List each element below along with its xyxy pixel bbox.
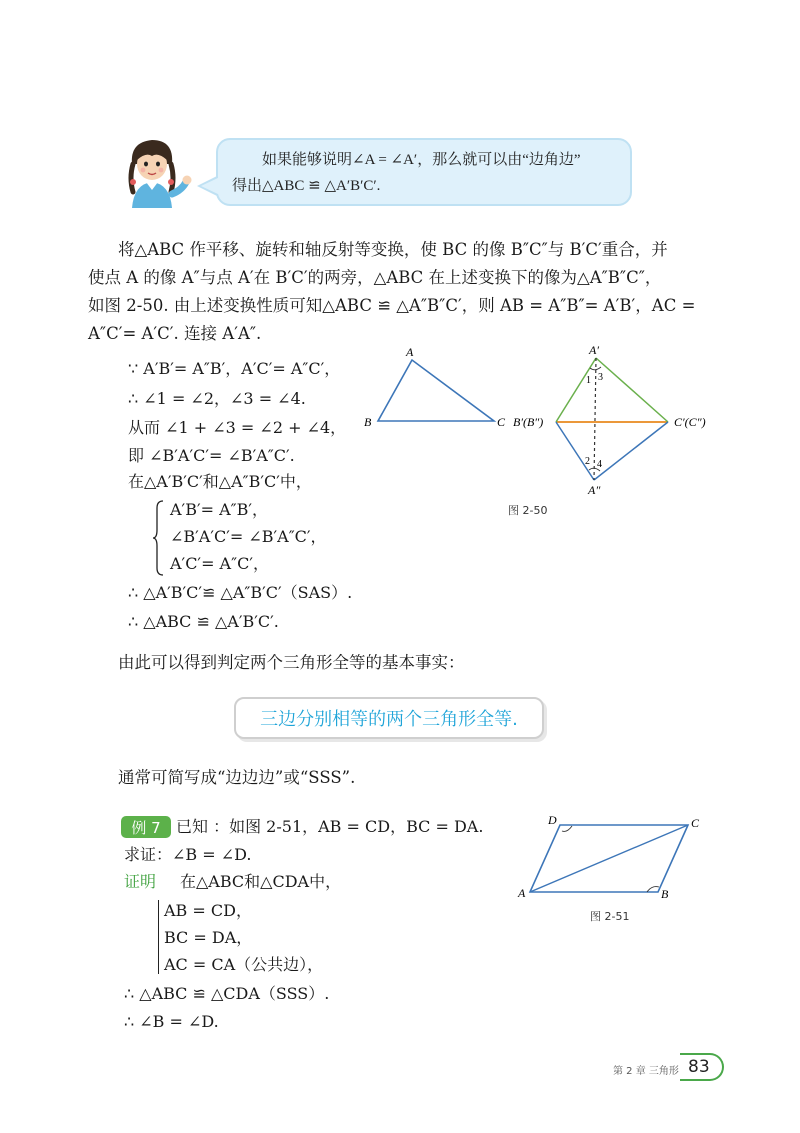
girl-illustration [118, 134, 198, 208]
example-proof-label: 证明 [124, 872, 157, 891]
example-conclusion-2: ∴ ∠B = ∠D. [124, 1012, 219, 1031]
fig50-label-c: C [497, 415, 506, 429]
page-number: 83 [688, 1057, 710, 1077]
fig50-label-ap: A′ [589, 343, 599, 357]
fig50-label-bp: B′(B″) [513, 415, 544, 429]
segment-ac-bottom [594, 422, 668, 480]
example-badge: 例 7 [121, 816, 171, 838]
fig50-label-cp: C′(C″) [674, 415, 706, 429]
fig51-label-a: A [518, 886, 526, 900]
proof1-step-7: ∴ △ABC ≌ △A′B′C′. [128, 612, 279, 631]
fig50-label-app: A″ [588, 483, 601, 497]
segment-aa-dashed [594, 358, 596, 480]
fig50-label-b: B [364, 415, 372, 429]
angle-d-arc [562, 826, 572, 831]
bubble-line-2: 得出△ABC ≌ △A′B′C′. [232, 178, 381, 194]
proof1-step-4: 即 ∠B′A′C′= ∠B′A″C′. [128, 446, 295, 465]
example-brace [158, 900, 160, 974]
example-given: 已知 ：如图 2-51，AB = CD，BC = DA. [176, 817, 484, 836]
proof1-step-3: 从而 ∠1 + ∠3 = ∠2 + ∠4， [128, 418, 347, 437]
intro-line-2: 使点 A 的像 A″与点 A′在 B′C′的两旁，△ABC 在上述变换下的像为△A″B″C″， [88, 268, 662, 287]
segment-ab-bottom [556, 422, 594, 480]
conclusion-short: 通常可简写成“边边边”或“SSS”. [118, 768, 356, 787]
fig51-label-d: D [548, 813, 557, 827]
fig50-label-2: 2 [585, 456, 590, 467]
fact-text: 三边分别相等的两个三角形全等. [260, 709, 518, 730]
intro-line-1: 将△ABC 作平移、旋转和轴反射等变换，使 BC 的像 B″C″与 B′C′重合，并 [118, 240, 668, 259]
proof1-brace [152, 500, 166, 576]
proof1-step-1: ∵ A′B′= A″B′，A′C′= A″C′， [128, 359, 341, 378]
proof1-brace-2: ∠B′A′C′= ∠B′A″C′， [170, 527, 327, 546]
proof1-step-6: ∴ △A′B′C′≌ △A″B′C′（SAS）. [128, 583, 353, 602]
fig51-label-b: B [661, 887, 669, 901]
fig50-caption: 图 2-50 [508, 504, 548, 517]
example-brace-3: AC = CA（公共边）， [164, 955, 324, 974]
angle-b-arc [647, 887, 659, 892]
diagonal-ac [530, 825, 688, 892]
example-prove: 求证：∠B = ∠D. [124, 845, 252, 864]
example-conclusion-1: ∴ △ABC ≌ △CDA（SSS）. [124, 984, 330, 1003]
fig50-label-1: 1 [586, 375, 591, 386]
example-brace-1: AB = CD， [164, 901, 252, 920]
bubble-line-1: 如果能够说明∠A = ∠A′，那么就可以由“边角边” [262, 152, 581, 168]
intro-line-3: 如图 2-50. 由上述变换性质可知△ABC ≌ △A″B″C′，则 AB = A″B″= A′B′，AC = [88, 296, 696, 315]
proof1-step-5: 在△A′B′C′和△A″B′C′中， [128, 472, 312, 491]
intro-line-4: A″C′= A′C′. 连接 A′A″. [88, 324, 262, 343]
triangle-abc [378, 360, 494, 421]
fact-box [234, 697, 544, 739]
example-brace-2: BC = DA， [164, 928, 253, 947]
proof1-brace-3: A′C′= A″C′， [170, 554, 269, 573]
fig50-label-4: 4 [597, 459, 602, 470]
figure-2-51 [510, 810, 710, 905]
fig50-label-a: A [406, 345, 414, 359]
proof1-step-2: ∴ ∠1 = ∠2，∠3 = ∠4. [128, 389, 306, 408]
footer-chapter: 第 2 章 三角形 [613, 1066, 679, 1077]
proof1-brace-1: A′B′= A″B′， [170, 500, 268, 519]
example-proof-head: 在△ABC和△CDA中， [180, 872, 342, 891]
conclusion-lead: 由此可以得到判定两个三角形全等的基本事实： [118, 653, 465, 672]
segment-ab-top [556, 358, 596, 422]
segment-ac-top [596, 358, 668, 422]
bubble-tail-inner [201, 177, 220, 195]
fig50-label-3: 3 [598, 372, 603, 383]
fig51-label-c: C [691, 816, 700, 830]
figure-2-50 [360, 340, 720, 500]
fig51-caption: 图 2-51 [590, 910, 630, 923]
